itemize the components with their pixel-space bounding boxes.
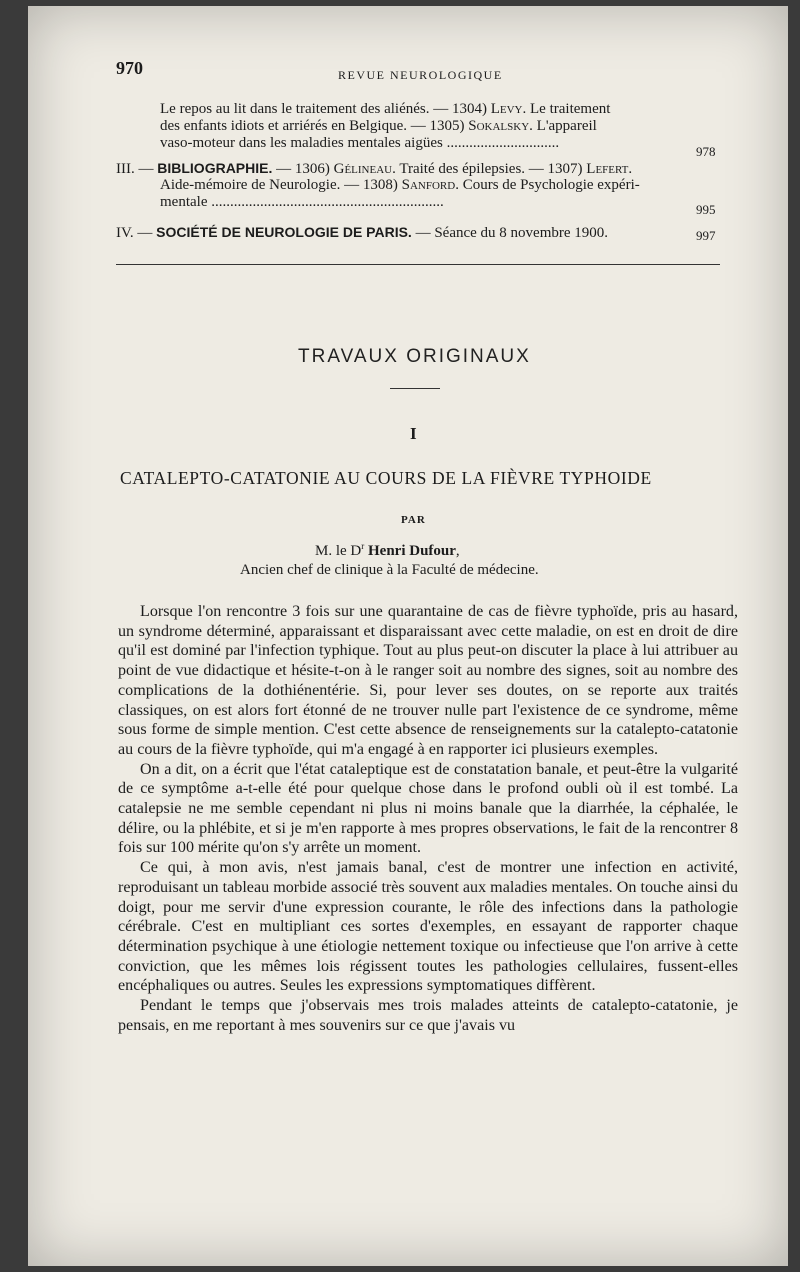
par-label: PAR	[401, 514, 426, 526]
paragraph: On a dit, on a écrit que l'état cataleptique est de constatation banale, et peut-être la vulgarité de ce symptôme a-t-elle été pour quelque chose dans le profond oubli où il est tombé. La catalepsie ne me semble cependant ni plus ni moins banale que la diarrhée, la céphalée, le délire, ou la phlébite, et si je m'en rapporte à mes propres observations, le fait de la rencontrer 8 fois sur 100 mérite qu'on s'y arrête un moment.	[118, 760, 738, 857]
page	[28, 6, 788, 1266]
paragraph: Ce qui, à mon avis, n'est jamais banal, c'est de montrer une infection en activité, reproduisant un tableau morbide associé très souvent aux maladies mentales. On touche ainsi du doigt, pour me servir d'une expression courante, le rôle des infections dans la pathologie cérébrale. C'est en multipliant ces sortes d'exemples, en essayant de rapporter chaque détermination psychique à une étiologie nettement toxique ou infectieuse que l'on arrive à cette conviction, que les mêmes lois régissent toutes les pathologies cellulaires, fussent-elles encéphaliques ou autres. Seules les expressions symptomatiques diffèrent.	[118, 859, 738, 995]
paragraph: Pendant le temps que j'observais mes trois malades atteints de catalepto-catatonie, je pensais, en me reportant à mes souvenirs sur ce que j'avais vu	[118, 997, 738, 1034]
article-number: I	[410, 424, 417, 443]
short-rule	[390, 388, 440, 389]
section-heading: TRAVAUX ORIGINAUX	[298, 346, 531, 367]
running-header: REVUE NEUROLOGIQUE	[338, 68, 503, 82]
toc-line: mentale ..............................................................	[160, 194, 444, 210]
author-affiliation: Ancien chef de clinique à la Faculté de médecine.	[240, 562, 539, 578]
toc-page-number: 997	[696, 228, 716, 243]
article-title: CATALEPTO-CATATONIE AU COURS DE LA FIÈVRE TYPHOIDE	[120, 468, 652, 488]
toc-section-bibliographie: III. — BIBLIOGRAPHIE. — 1306) Gélineau. Traité des épilepsies. — 1307) Lefert.	[116, 160, 633, 177]
toc-section-societe: IV. — SOCIÉTÉ DE NEUROLOGIE DE PARIS. — Séance du 8 novembre 1900.	[116, 224, 609, 241]
article-body	[118, 602, 738, 1035]
paragraph: Lorsque l'on rencontre 3 fois sur une quarantaine de cas de fièvre typhoïde, pris au hasard, un syndrome déterminé, apparaissant et disparaissant avec cette maladie, on est en droit de dire qu'il est dominé par l'infection typhique. Tout au plus peut-on discuter la place à lui attribuer au point de vue didactique et hésite-t-on à le ranger soit au nombre des signes, soit au nombre des complications de la dothiénentérie. Si, pour lever ses doutes, on se reporte aux traités classiques, on est alors fort étonné de ne trouver nulle part l'existence de ce syndrome, même sous forme de simple mention. C'est cette absence de renseignements sur la catalepto-catatonie au cours de la fièvre typhoïde, qui m'a engagé à en rapporter ici plusieurs exemples.	[118, 603, 738, 758]
toc-page-number: 995	[696, 202, 716, 217]
divider	[116, 264, 720, 265]
toc-line: vaso-moteur dans les maladies mentales aigües ..............................	[160, 135, 560, 151]
toc-line: des enfants idiots et arriérés en Belgique. — 1305) Sokalsky. L'appareil	[160, 118, 597, 134]
page-number: 970	[116, 58, 143, 78]
author-name: Henri Dufour	[368, 543, 456, 559]
toc-page-number: 978	[696, 144, 716, 159]
toc-line: Aide-mémoire de Neurologie. — 1308) Sanford. Cours de Psychologie expéri-	[160, 177, 640, 193]
author-line: M. le $D^r$ Henri Dufour,	[315, 541, 460, 559]
toc-line: Le repos au lit dans le traitement des aliénés. — 1304) Levy. Le traitement	[160, 101, 611, 117]
